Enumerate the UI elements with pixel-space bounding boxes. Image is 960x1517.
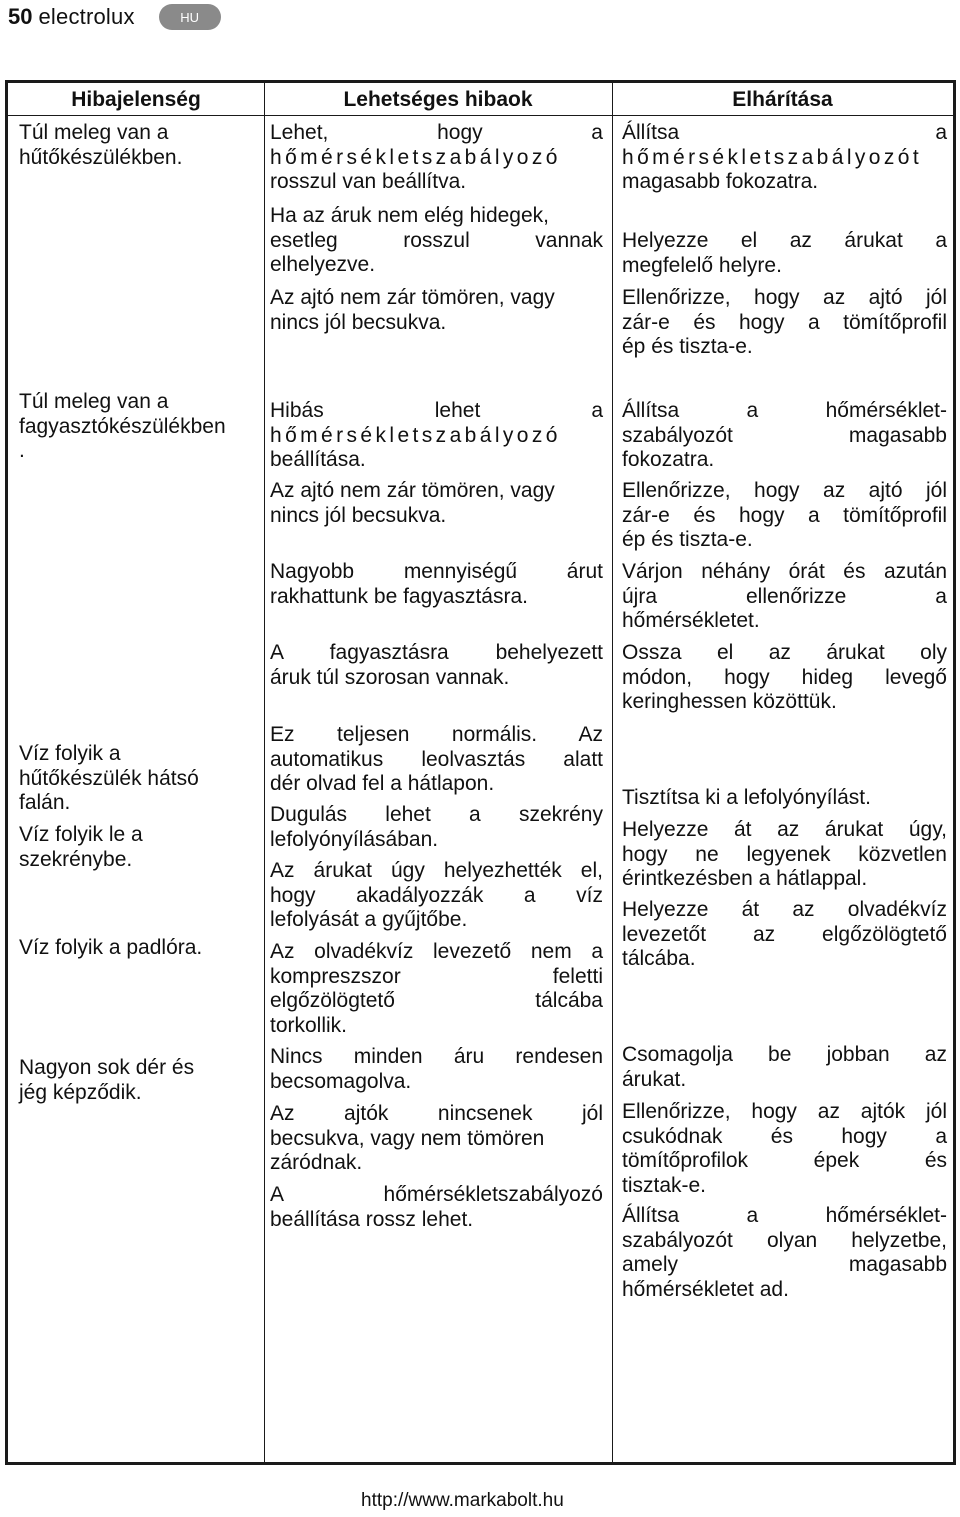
solution-cell (622, 229, 947, 278)
cell-line: hőmérsékletszabályozó (270, 423, 561, 447)
cell-line: nincs jól becsukva. (270, 310, 447, 334)
solution-cell (622, 1204, 947, 1302)
cell-line: záródnak. (270, 1151, 363, 1174)
brand-name: electrolux (38, 4, 135, 29)
cell-line: nincs jól becsukva. (270, 503, 447, 527)
cell-line: jég képződik. (19, 1080, 142, 1104)
cell-line: Az olvadékvíz levezető nem a (270, 940, 603, 963)
cell-line: Lehet, hogy a (270, 121, 603, 144)
cell-line: Nagyobb mennyiségű árut (270, 560, 603, 583)
cell-line: árukat. (622, 1067, 687, 1091)
cell-line: Csomagolja be jobban az (622, 1043, 947, 1066)
cell-line: Helyezze át az olvadékvíz (622, 898, 947, 921)
cell-line: Túl meleg van a (19, 121, 169, 144)
cell-line: Ez teljesen normális. Az (270, 723, 603, 746)
solution-cell (622, 898, 947, 972)
cell-line: Ellenőrizze, hogy az ajtó jól (622, 479, 947, 502)
symptom-cell (19, 823, 259, 872)
solution-cell (622, 121, 947, 195)
cell-line: beállítása. (270, 448, 366, 471)
cell-line: A hőmérsékletszabályozó (270, 1183, 603, 1206)
solution-cell (622, 560, 947, 634)
cause-cell (270, 1045, 603, 1094)
solution-cell (622, 1100, 947, 1198)
cell-line: lefolyását a gyűjtőbe. (270, 908, 468, 931)
cell-line: amely magasabb (622, 1253, 947, 1276)
cell-line: levezetőt az elgőzölögtető (622, 922, 947, 946)
header-divider (8, 115, 953, 116)
column-divider (612, 83, 613, 1463)
cell-line: Tisztítsa ki a lefolyónyílást. (622, 786, 871, 809)
cell-line: hűtőkészülék hátsó (19, 766, 199, 790)
cause-cell (270, 940, 603, 1038)
cell-line: Nagyon sok dér és (19, 1056, 195, 1079)
cell-line: ép és tiszta-e. (622, 335, 753, 358)
footer-url: http://www.markabolt.hu (361, 1490, 564, 1511)
cause-cell (270, 399, 603, 473)
troubleshooting-table (5, 80, 956, 1465)
cause-cell (270, 560, 603, 609)
cause-cell (270, 479, 603, 528)
cell-line: Dugulás lehet a szekrény (270, 803, 603, 826)
column-divider (264, 83, 265, 1463)
cell-line: fagyasztókészülékben (19, 414, 226, 438)
solution-cell (622, 399, 947, 473)
cell-line: szekrénybe. (19, 847, 133, 871)
cell-line: keringhessen közöttük. (622, 690, 837, 713)
cell-line: Az ajtó nem zár tömören, vagy (270, 286, 555, 309)
cell-line: Ossza el az árukat oly (622, 641, 947, 664)
cell-line: hőmérsékletet ad. (622, 1277, 789, 1301)
cause-cell (270, 641, 603, 690)
cell-line: lefolyónyílásában. (270, 827, 439, 851)
cell-line: elhelyezve. (270, 253, 376, 276)
cell-line: áruk túl szorosan vannak. (270, 665, 510, 689)
cell-line: Túl meleg van a (19, 390, 169, 413)
solution-cell (622, 818, 947, 892)
cell-line: szabályozót olyan helyzetbe, (622, 1228, 947, 1252)
cell-line: Az árukat úgy helyezhették el, (270, 859, 603, 882)
symptom-cell (19, 390, 259, 464)
cell-line: csukódnak és hogy a (622, 1124, 947, 1148)
page-number: 50 (8, 4, 33, 29)
cause-cell (270, 121, 603, 195)
cell-line: érintkezésben a hátlappal. (622, 867, 868, 890)
cell-line: Állítsa a (622, 121, 947, 144)
cause-cell (270, 723, 603, 797)
cell-line: zár-e és hogy a tömítőprofil (622, 503, 947, 527)
cell-line: hogy ne legyenek közvetlen (622, 842, 947, 866)
cause-cell (270, 803, 603, 852)
cell-line: Helyezze el az árukat a (622, 229, 947, 252)
cell-line: tisztak-e. (622, 1173, 707, 1197)
cell-line: . (19, 439, 25, 462)
cell-line: Állítsa a hőmérséklet- (622, 1204, 947, 1227)
solution-cell (622, 286, 947, 360)
symptom-cell (19, 1056, 259, 1105)
cell-line: becsukva, vagy nem tömören (270, 1126, 545, 1150)
cell-line: hőmérsékletszabályozó (270, 145, 561, 169)
cell-line: magasabb fokozatra. (622, 170, 819, 193)
cause-cell (270, 859, 603, 933)
cell-line: A fagyasztásra behelyezett (270, 641, 603, 664)
cell-line: Víz folyik a (19, 742, 121, 765)
cell-line: automatikus leolvasztás alatt (270, 747, 603, 771)
cell-line: hőmérsékletet. (622, 609, 760, 632)
cause-cell (270, 1183, 603, 1232)
symptom-cell (19, 936, 259, 961)
cause-cell (270, 1102, 603, 1176)
cell-line: hogy akadályozzák a víz (270, 883, 603, 907)
cell-line: fokozatra. (622, 448, 715, 471)
cell-line: módon, hogy hideg levegő (622, 665, 947, 689)
cell-line: becsomagolva. (270, 1069, 412, 1093)
solution-cell (622, 1043, 947, 1092)
cell-line: hőmérsékletszabályozót (622, 145, 923, 169)
cell-line: dér olvad fel a hátlapon. (270, 772, 495, 795)
cell-line: Állítsa a hőmérséklet- (622, 399, 947, 422)
column-header-cause: Lehetséges hibaok (343, 88, 533, 111)
symptom-cell (19, 121, 259, 170)
cause-cell (270, 204, 603, 278)
cell-line: torkollik. (270, 1013, 348, 1037)
solution-cell (622, 786, 947, 811)
page-header (8, 4, 221, 30)
cell-line: Az ajtó nem zár tömören, vagy (270, 479, 555, 502)
cell-line: tömítőprofilok épek és (622, 1149, 947, 1172)
solution-cell (622, 479, 947, 553)
cell-line: Az ajtók nincsenek jól (270, 1102, 603, 1125)
cell-line: kompreszszor feletti (270, 964, 603, 988)
cell-line: zár-e és hogy a tömítőprofil (622, 310, 947, 334)
cell-line: ép és tiszta-e. (622, 528, 753, 551)
cell-line: Ellenőrizze, hogy az ajtó jól (622, 286, 947, 309)
cell-line: elgőzölögtető tálcába (270, 989, 603, 1012)
cell-line: Ellenőrizze, hogy az ajtók jól (622, 1100, 947, 1123)
cell-line: rakhattunk be fagyasztásra. (270, 584, 528, 608)
cell-line: rosszul van beállítva. (270, 170, 467, 193)
symptom-cell (19, 742, 259, 816)
cell-line: Víz folyik a padlóra. (19, 936, 203, 959)
cell-line: Helyezze át az árukat úgy, (622, 818, 947, 841)
cell-line: falán. (19, 791, 71, 814)
cell-line: Nincs minden áru rendesen (270, 1045, 603, 1068)
language-badge: HU (159, 4, 221, 30)
cell-line: tálcába. (622, 947, 696, 970)
cell-line: megfelelő helyre. (622, 253, 782, 277)
cell-line: szabályozót magasabb (622, 423, 947, 447)
cell-line: beállítása rossz lehet. (270, 1207, 474, 1231)
cell-line: Várjon néhány órát és azután (622, 560, 947, 583)
column-header-solution: Elhárítása (732, 88, 833, 111)
cell-line: hűtőkészülékben. (19, 145, 183, 169)
cause-cell (270, 286, 603, 335)
cell-line: újra ellenőrizze a (622, 584, 947, 608)
cell-line: Ha az áruk nem elég hidegek, (270, 204, 549, 227)
solution-cell (622, 641, 947, 715)
cell-line: Hibás lehet a (270, 399, 603, 422)
column-header-symptom: Hibajelenség (71, 88, 201, 111)
cell-line: Víz folyik le a (19, 823, 143, 846)
cell-line: esetleg rosszul vannak (270, 228, 603, 252)
